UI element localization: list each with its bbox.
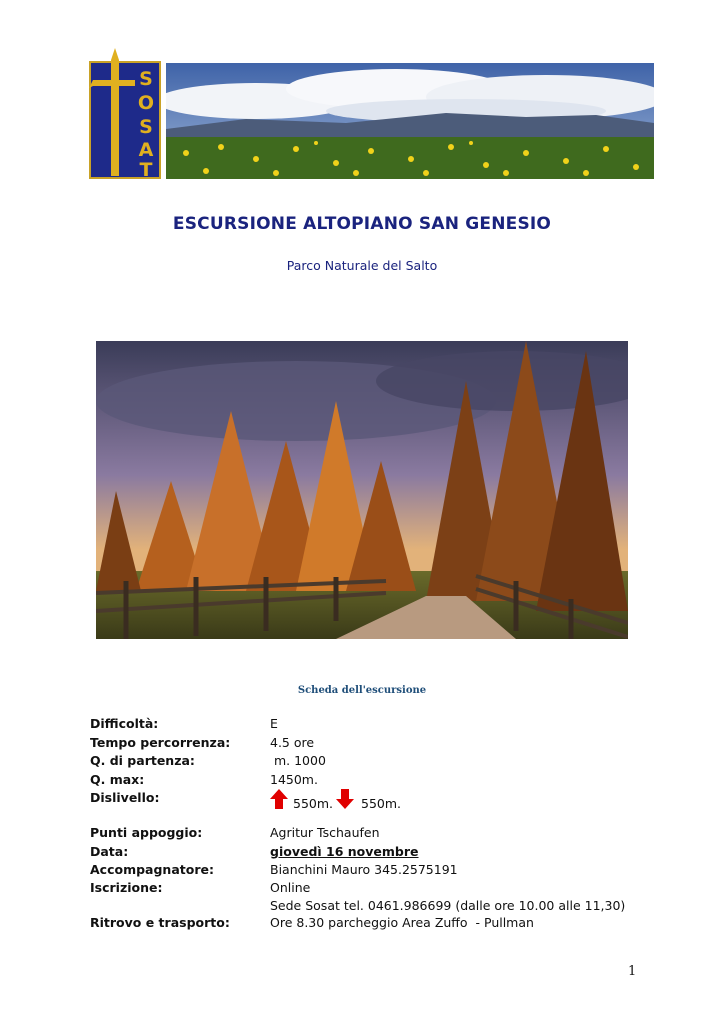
sosat-logo xyxy=(89,48,161,179)
svg-text:A: A xyxy=(138,139,154,161)
ritrovo-value: Ore 8.30 parcheggio Area Zuffo - Pullman xyxy=(270,915,534,930)
partenza-label: Q. di partenza: xyxy=(90,753,195,768)
autumn-landscape-photo xyxy=(96,341,628,639)
section-caption: Scheda dell'escursione xyxy=(297,685,427,696)
dislivello-down-value: 550m. xyxy=(361,796,402,811)
accompagnatore-value: Bianchini Mauro 345.2575191 xyxy=(270,862,458,877)
page-title: ESCURSIONE ALTOPIANO SAN GENESIO xyxy=(172,214,552,234)
page-number: 1 xyxy=(628,964,637,979)
page-subtitle: Parco Naturale del Salto xyxy=(286,258,438,273)
qmax-label: Q. max: xyxy=(90,772,145,787)
data-label: Data: xyxy=(90,844,129,859)
dislivello-label: Dislivello: xyxy=(90,790,160,805)
appoggio-label: Punti appoggio: xyxy=(90,825,203,840)
accompagnatore-label: Accompagnatore: xyxy=(90,862,214,877)
tempo-label: Tempo percorrenza: xyxy=(90,735,231,750)
difficolta-value: E xyxy=(270,716,278,731)
svg-text:S: S xyxy=(139,116,153,138)
svg-text:O: O xyxy=(137,92,155,114)
ritrovo-label: Ritrovo e trasporto: xyxy=(90,915,230,930)
arrow-down-icon xyxy=(336,789,354,809)
svg-text:T: T xyxy=(139,159,153,179)
difficolta-label: Difficoltà: xyxy=(90,716,159,731)
svg-text:S: S xyxy=(139,68,153,90)
dislivello-up-value: 550m. xyxy=(293,796,334,811)
header-banner-image xyxy=(166,63,654,179)
iscrizione-value-online: Online xyxy=(270,880,311,895)
appoggio-value: Agritur Tschaufen xyxy=(270,825,380,840)
data-value: giovedì 16 novembre xyxy=(270,844,419,859)
partenza-value: m. 1000 xyxy=(270,753,326,768)
iscrizione-label: Iscrizione: xyxy=(90,880,163,895)
qmax-value: 1450m. xyxy=(270,772,318,787)
iscrizione-value-sede: Sede Sosat tel. 0461.986699 (dalle ore 10.00 alle 11,30) xyxy=(270,898,626,913)
arrow-up-icon xyxy=(270,789,288,809)
tempo-value: 4.5 ore xyxy=(270,735,315,750)
